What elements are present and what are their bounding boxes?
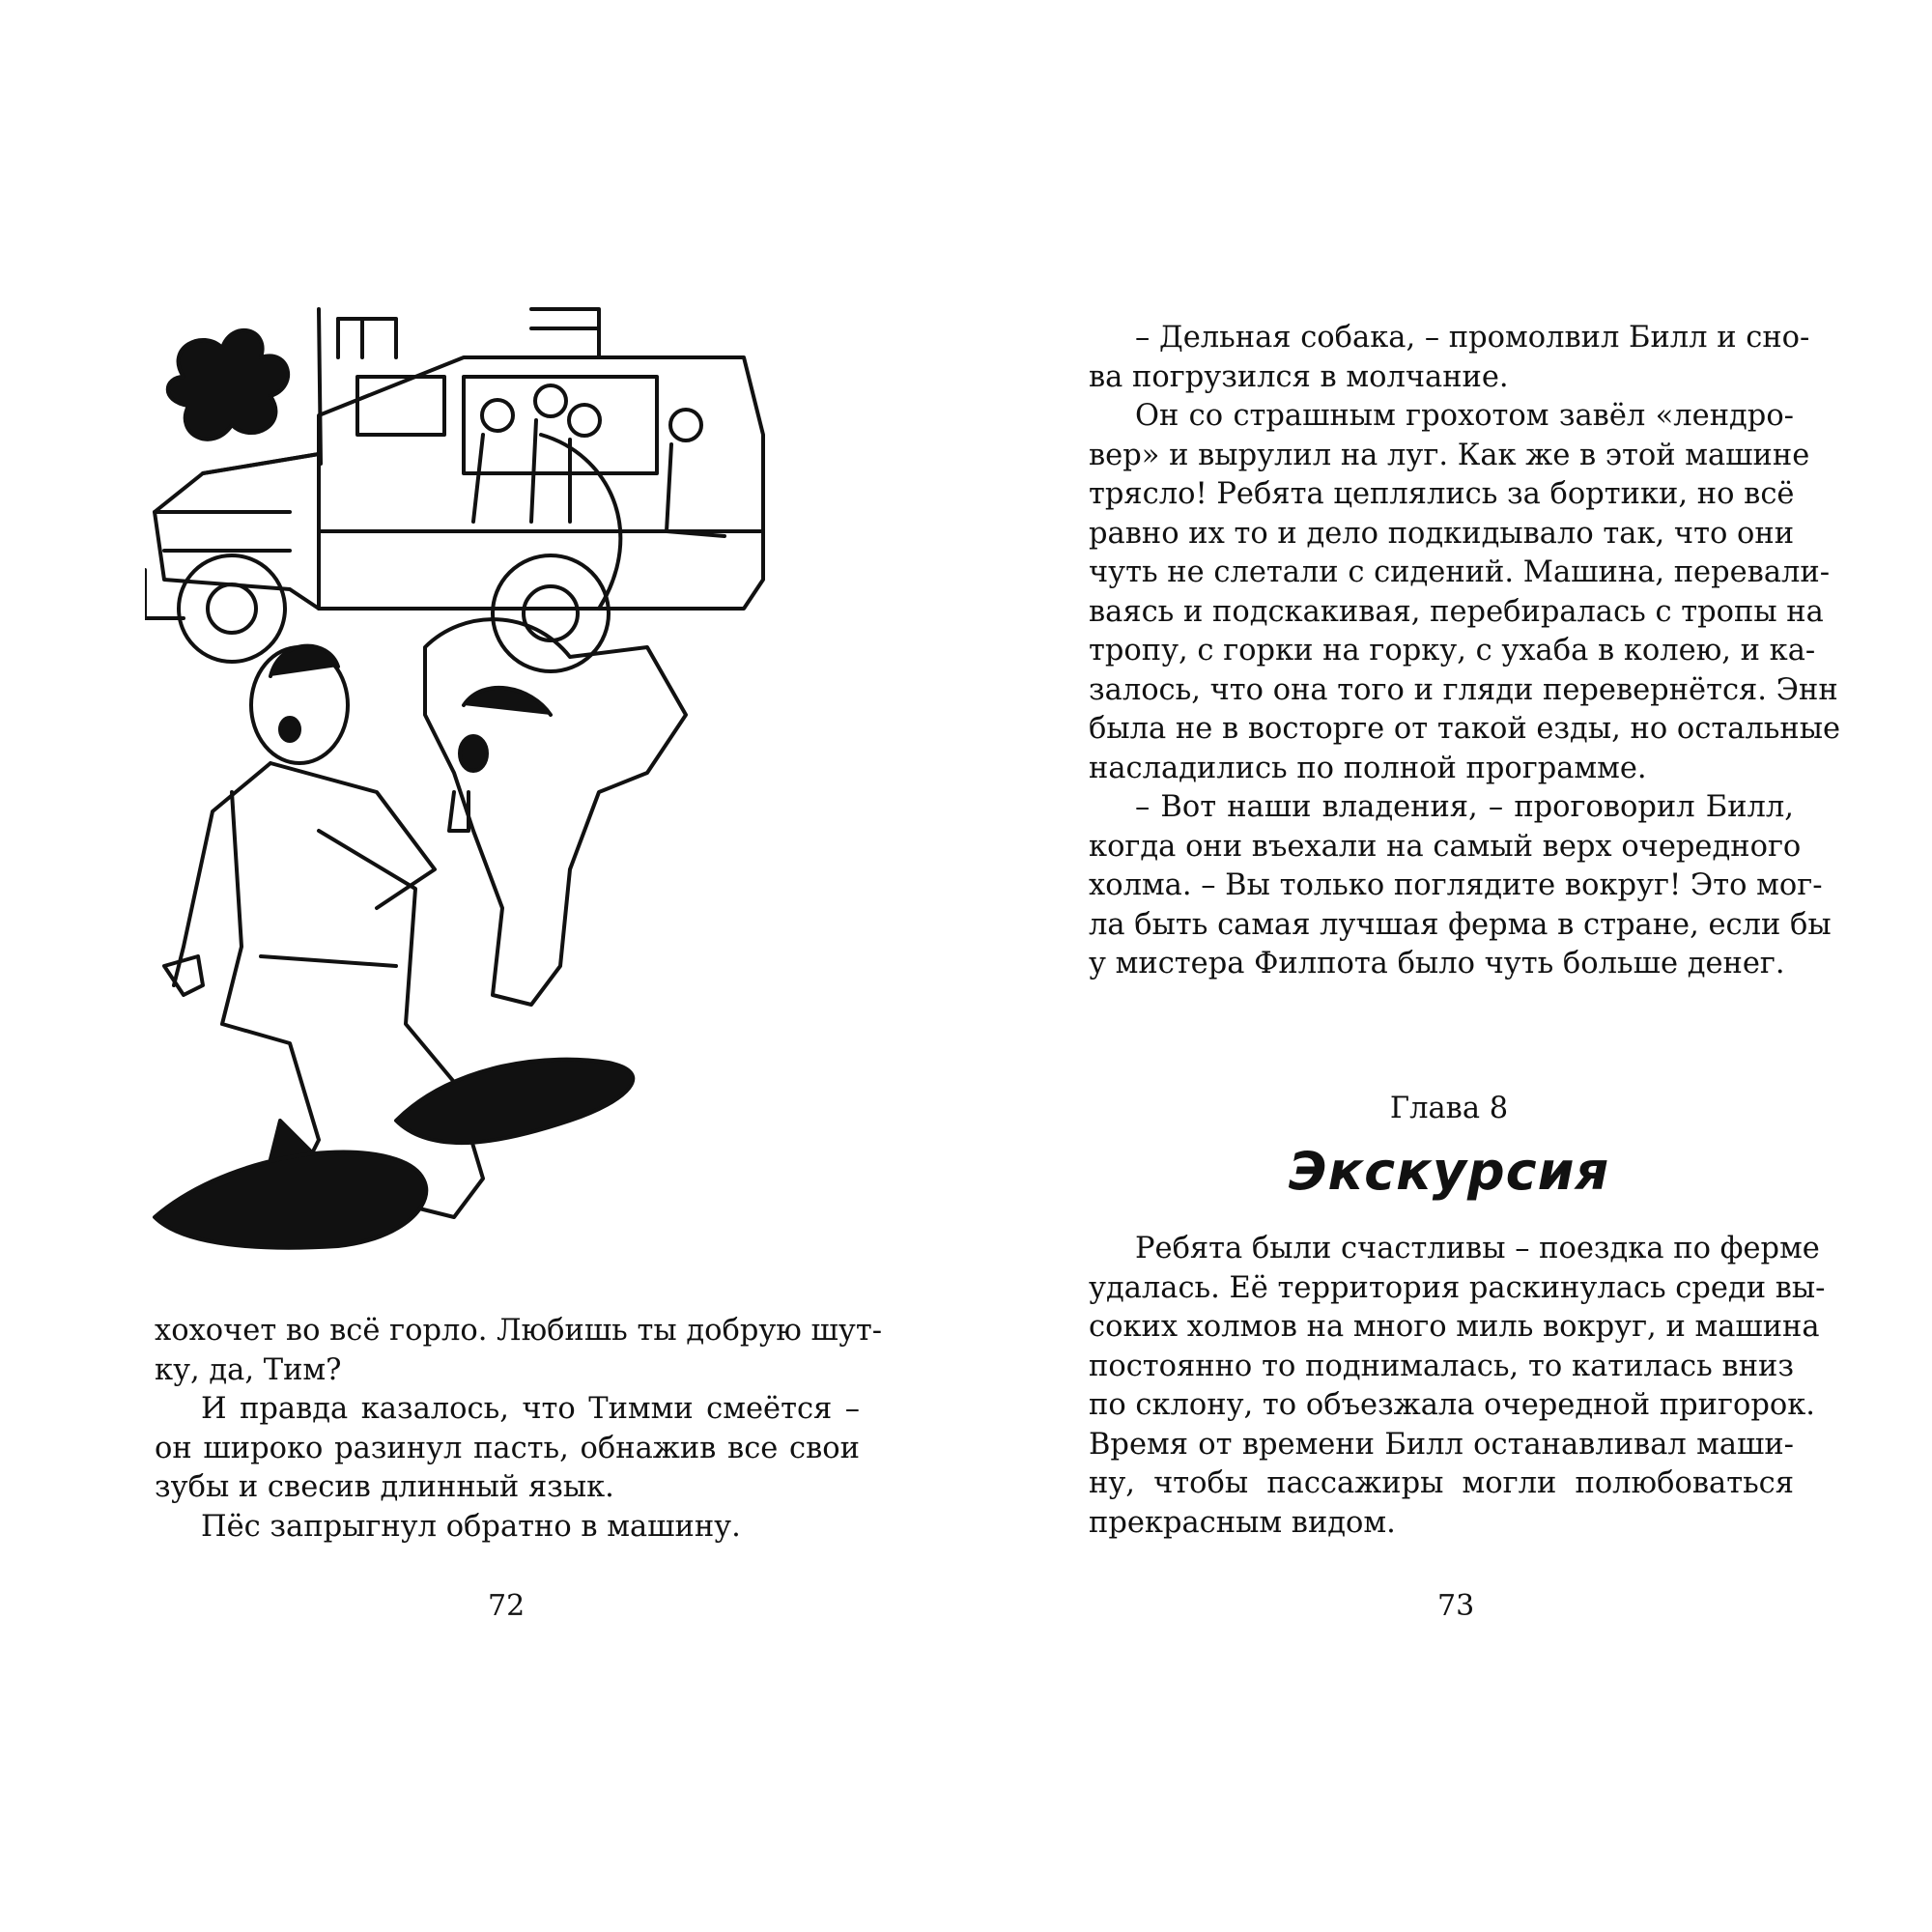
text-line: соких холмов на много миль вокруг, и машина <box>1089 1310 1820 1344</box>
text-line: насладились по полной программе. <box>1089 751 1647 785</box>
chapter-label: Глава 8 <box>1389 1092 1509 1125</box>
text-line: трясло! Ребята цеплялись за бортики, но всё <box>1089 477 1795 511</box>
text-line: ну, чтобы пассажиры могли полюбоваться <box>1089 1466 1794 1500</box>
illustration-boy-dog-landrover <box>145 290 889 1256</box>
paragraph <box>1089 1230 1826 1543</box>
text-line: ку, да, Тим? <box>155 1352 342 1387</box>
text-line: тропу, с горки на горку, с ухаба в колею, и ка- <box>1089 634 1816 668</box>
text-line: удалась. Её территория раскинулась среди вы- <box>1089 1270 1826 1305</box>
text-line: холма. – Вы только поглядите вокруг! Это мог- <box>1089 868 1823 902</box>
chapter-title: Экскурсия <box>1288 1141 1610 1202</box>
text-line: – Вот наши владения, – проговорил Билл, <box>1135 790 1794 824</box>
right-page <box>966 0 1932 1932</box>
text-line: зубы и свесив длинный язык. <box>155 1470 614 1504</box>
text-line: ваясь и подскакивая, перебиралась с тропы на <box>1089 594 1824 629</box>
text-line: И правда казалось, что Тимми смеётся – <box>201 1392 860 1426</box>
paragraph <box>155 1312 883 1390</box>
text-line: – Дельная собака, – промолвил Билл и сно- <box>1135 321 1810 355</box>
text-line: он широко разинул пасть, обнажив все свои <box>155 1431 860 1465</box>
text-line: залось, что она того и гляди перевернётся. Энн <box>1089 672 1838 707</box>
text-line: равно их то и дело подкидывало так, что они <box>1089 516 1795 551</box>
text-line: у мистера Филпота было чуть больше денег. <box>1089 947 1785 980</box>
paragraph <box>1089 319 1810 397</box>
text-line: ва погрузился в молчание. <box>1089 359 1509 394</box>
text-line: по склону, то объезжала очередной пригорок. <box>1089 1388 1815 1422</box>
paragraph <box>155 1508 860 1548</box>
text-line: Он со страшным грохотом завёл «лендро- <box>1135 399 1794 433</box>
page-number: 73 <box>1437 1589 1475 1623</box>
text-line: постоянно то поднималась, то катилась вниз <box>1089 1349 1794 1383</box>
page-number: 72 <box>488 1589 526 1623</box>
left-page-text <box>155 1312 883 1547</box>
text-line: была не в восторге от такой езды, но остальные <box>1089 712 1841 746</box>
right-page-text-top <box>1089 319 1841 984</box>
text-line: Пёс запрыгнул обратно в машину. <box>201 1509 741 1544</box>
paragraph <box>155 1390 860 1508</box>
text-line: Ребята были счастливы – поездка по ферме <box>1135 1232 1820 1265</box>
text-line: вер» и вырулил на луг. Как же в этой машине <box>1089 438 1810 472</box>
text-line: хохочет во всё горло. Любишь ты добрую шут- <box>155 1314 883 1348</box>
text-line: чуть не слетали с сидений. Машина, перевали- <box>1089 555 1831 589</box>
text-line: Время от времени Билл останавливал маши- <box>1089 1427 1794 1462</box>
text-line: ла быть самая лучшая ферма в стране, если бы <box>1089 907 1832 942</box>
paragraph <box>1089 788 1832 984</box>
paragraph <box>1089 397 1841 788</box>
text-line: прекрасным видом. <box>1089 1505 1396 1540</box>
text-line: когда они въехали на самый верх очередного <box>1089 829 1802 864</box>
right-page-text-bottom <box>1089 1230 1826 1543</box>
illustration-drawing <box>145 290 889 1256</box>
